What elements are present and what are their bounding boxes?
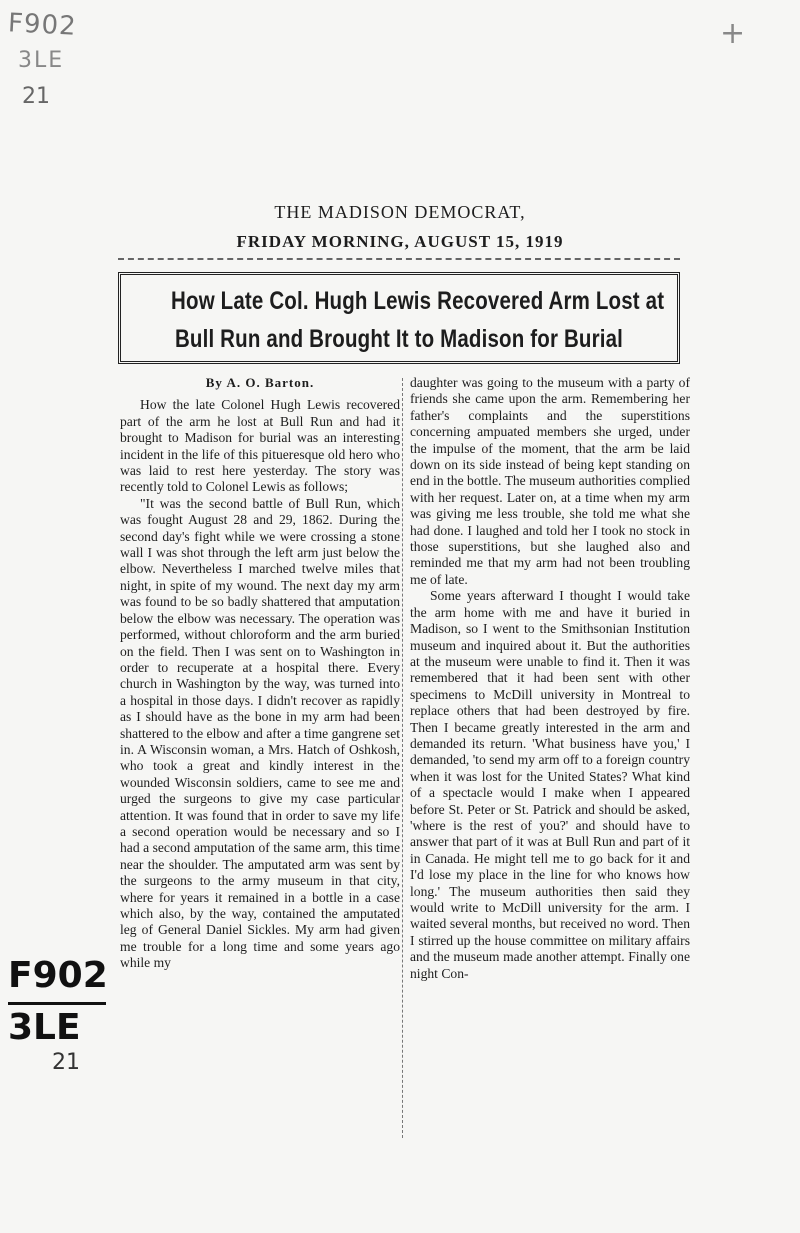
article-column-right <box>410 375 690 1145</box>
headline-box <box>118 272 680 364</box>
article-column-left <box>120 375 400 1145</box>
masthead-divider <box>118 258 680 260</box>
article-paragraph: "It was the second battle of Bull Run, which was fought August 28 and 29, 1862. During the second day's fight while we were crossing a stone wall I was shot through the left arm just below the elbow. Nevertheless I marched twelve miles that night, in spite of my wound. The next day my arm was found to be so badly shattered that amputation below the elbow was necessary. The operation was performed, without chloroform and the arm buried on the field. Then I was sent on to Washington in order to recuperate at a hospital there. Every church in Washington by the way, was turned into a hospital in those days. I didn't recover as rapidly as I should have as the bone in my arm had been shattered to the elbow and after a time gangrene set in. A Wisconsin woman, a Mrs. Hatch of Oshkosh, who took a great and kindly interest in the wounded Wisconsin soldiers, came to see me and urged the surgeons to give my case particular attention. It was found that in order to save my life a second operation would be necessary and so I had a second amputation of the same arm, this time near the shoulder. The amputated arm was sent by the surgeons to the army museum in that city, where for years it remained in a bottle in a case which also, by the way, contained the amputated leg of General Daniel Sickles. My arm had given me trouble for a long time and some years ago while my <box>120 495 400 971</box>
handwritten-code-top-secondary: 3LE <box>18 48 65 73</box>
handwritten-plus-mark: + <box>720 16 746 51</box>
newspaper-name: THE MADISON DEMOCRAT, <box>274 202 526 222</box>
handwritten-number-side: 21 <box>52 1050 80 1075</box>
handwritten-code-side: F902 <box>8 955 108 996</box>
handwritten-number-top: 21 <box>22 84 50 109</box>
publication-date: FRIDAY MORNING, AUGUST 15, 1919 <box>236 232 564 251</box>
handwritten-code-side-secondary: 3LE <box>8 1002 106 1048</box>
article-paragraph: How the late Colonel Hugh Lewis recovered part of the arm he lost at Bull Run and had it brought to Madison for burial was an interesting incident in the life of this pitueresque old hero who was laid to rest here yesterday. The story was recently told to Colonel Lewis as follows; <box>120 397 400 495</box>
column-divider <box>402 378 403 1138</box>
byline: By A. O. Barton. <box>205 375 315 390</box>
headline-line-2: Bull Run and Brought It to Madison for Burial <box>174 325 624 353</box>
article-paragraph: daughter was going to the museum with a party of friends she came upon the arm. Remembering her father's complaints and the superstitions concerning ampuated members she urged, under the impulse of the moment, that the arm be laid down on its side instead of being kept standing on end in the bottle. The museum authorities complied with her request. Later on, at a time when my arm was giving me less trouble, she told me what she had done. I laughed and told her I took no stock in those superstitions, but she laughed also and reminded me that my arm had not been troubling me of late. <box>410 375 690 587</box>
headline-line-1: How Late Col. Hugh Lewis Recovered Arm Lost at <box>171 287 665 315</box>
handwritten-code-top: F902 <box>7 8 78 42</box>
article-paragraph: Some years afterward I thought I would take the arm home with me and have it buried in Madison, so I went to the Smithsonian Institution museum and inquired about it. But the authorities at the museum were unable to find it. Then it was remembered that it had been sent with other specimens to McDill university in Montreal to replace others that had been destroyed by fire. Then I became greatly interested in the arm and demanded its return. 'What business have you,' I demanded, 'to send my arm off to a foreign country when it was lost for the United States? What kind of a spectacle would I make when I appeared before St. Peter or St. Patrick and should be asked, 'where is the rest of you?' and should have to answer that part of it was at Bull Run and part of it in Canada. He might tell me to go back for it and I'd lose my place in the line for who knows how long.' The museum authorities then said they would write to McDill university for the arm. I waited several months, but received no word. Then I stirred up the house committee on military affairs and the museum made another attempt. Finally one night Con- <box>410 588 690 981</box>
